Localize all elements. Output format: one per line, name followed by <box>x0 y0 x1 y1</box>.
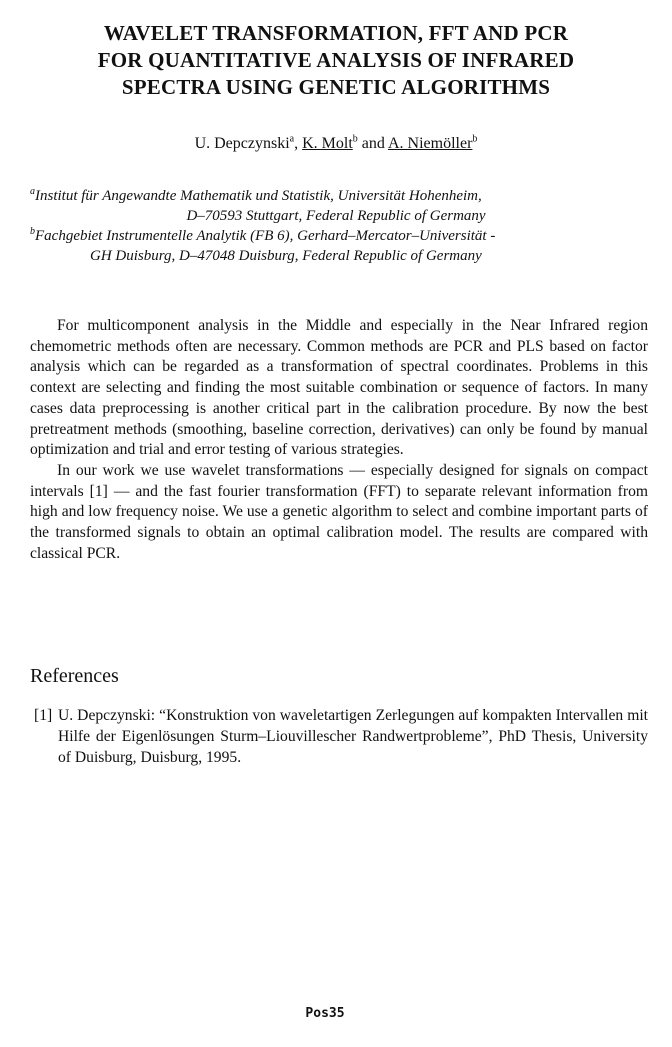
abstract-paragraph: In our work we use wavelet transformations — especially designed for signals on compact intervals [1] — and the fast fourier transformation (FFT) to separate relevant information from high and low frequency noise. We use a genetic algorithm to select and combine important parts of the transformed signals to obtain an optimal calibration model. The results are compared with classical PCR. <box>30 461 648 562</box>
reference-number: [1] <box>34 707 53 724</box>
reference-item <box>30 705 648 768</box>
page-number: Pos35 <box>305 1006 345 1021</box>
affiliation-text: Fachgebiet Instrumentelle Analytik (FB 6), Gerhard–Mercator–Universität - <box>35 228 496 244</box>
author-name: A. Niemöller <box>388 135 473 152</box>
affiliations <box>30 186 642 266</box>
affiliation-mark: b <box>30 226 35 237</box>
reference-text: U. Depczynski: “Konstruktion von waveletartigen Zerlegungen auf kompakten Intervallen mit Hilfe der Eigenlösungen Sturm–Liouvillescher Randwertprobleme”, PhD Thesis, University of Duisburg, Duisburg, 1995. <box>58 707 648 766</box>
author-name: U. Depczynski <box>194 135 290 152</box>
affiliation-line <box>30 186 642 206</box>
references-heading: References <box>30 665 119 687</box>
affiliation-mark: a <box>30 186 35 197</box>
abstract <box>30 316 648 564</box>
affiliation-line: GH Duisburg, D–47048 Duisburg, Federal Republic of Germany <box>90 248 482 264</box>
author-list <box>30 134 642 154</box>
title-line: WAVELET TRANSFORMATION, FFT AND PCR <box>103 21 569 45</box>
reference-list <box>30 705 648 768</box>
author-name: K. Molt <box>302 135 353 152</box>
title-line: FOR QUANTITATIVE ANALYSIS OF INFRARED <box>97 48 575 72</box>
affiliation-line <box>30 226 642 246</box>
affiliation-line: D–70593 Stuttgart, Federal Republic of Germany <box>186 208 486 224</box>
author-separator: , <box>294 135 303 152</box>
author-affiliation-mark: b <box>472 133 478 145</box>
author-affiliation-mark: b <box>352 133 358 145</box>
abstract-paragraph: For multicomponent analysis in the Middle and especially in the Near Infrared region chemometric methods often are necessary. Common methods are PCR and PLS based on factor analysis which can be regarded as a transformation of spectral coordinates. Problems in this context are selecting and finding the most suitable combination or sequence of factors. In many cases data preprocessing is another critical part in the calibration procedure. By now the best pretreatment methods (smoothing, baseline correction, derivatives) can only be found by manual optimization and trial and error testing of various strategies. <box>30 317 648 459</box>
affiliation-text: Institut für Angewandte Mathematik und Statistik, Universität Hohenheim, <box>35 188 482 204</box>
paper-title <box>30 20 642 101</box>
author-conjunction: and <box>357 135 388 152</box>
title-line: SPECTRA USING GENETIC ALGORITHMS <box>121 75 551 99</box>
author-affiliation-mark: a <box>289 133 295 145</box>
